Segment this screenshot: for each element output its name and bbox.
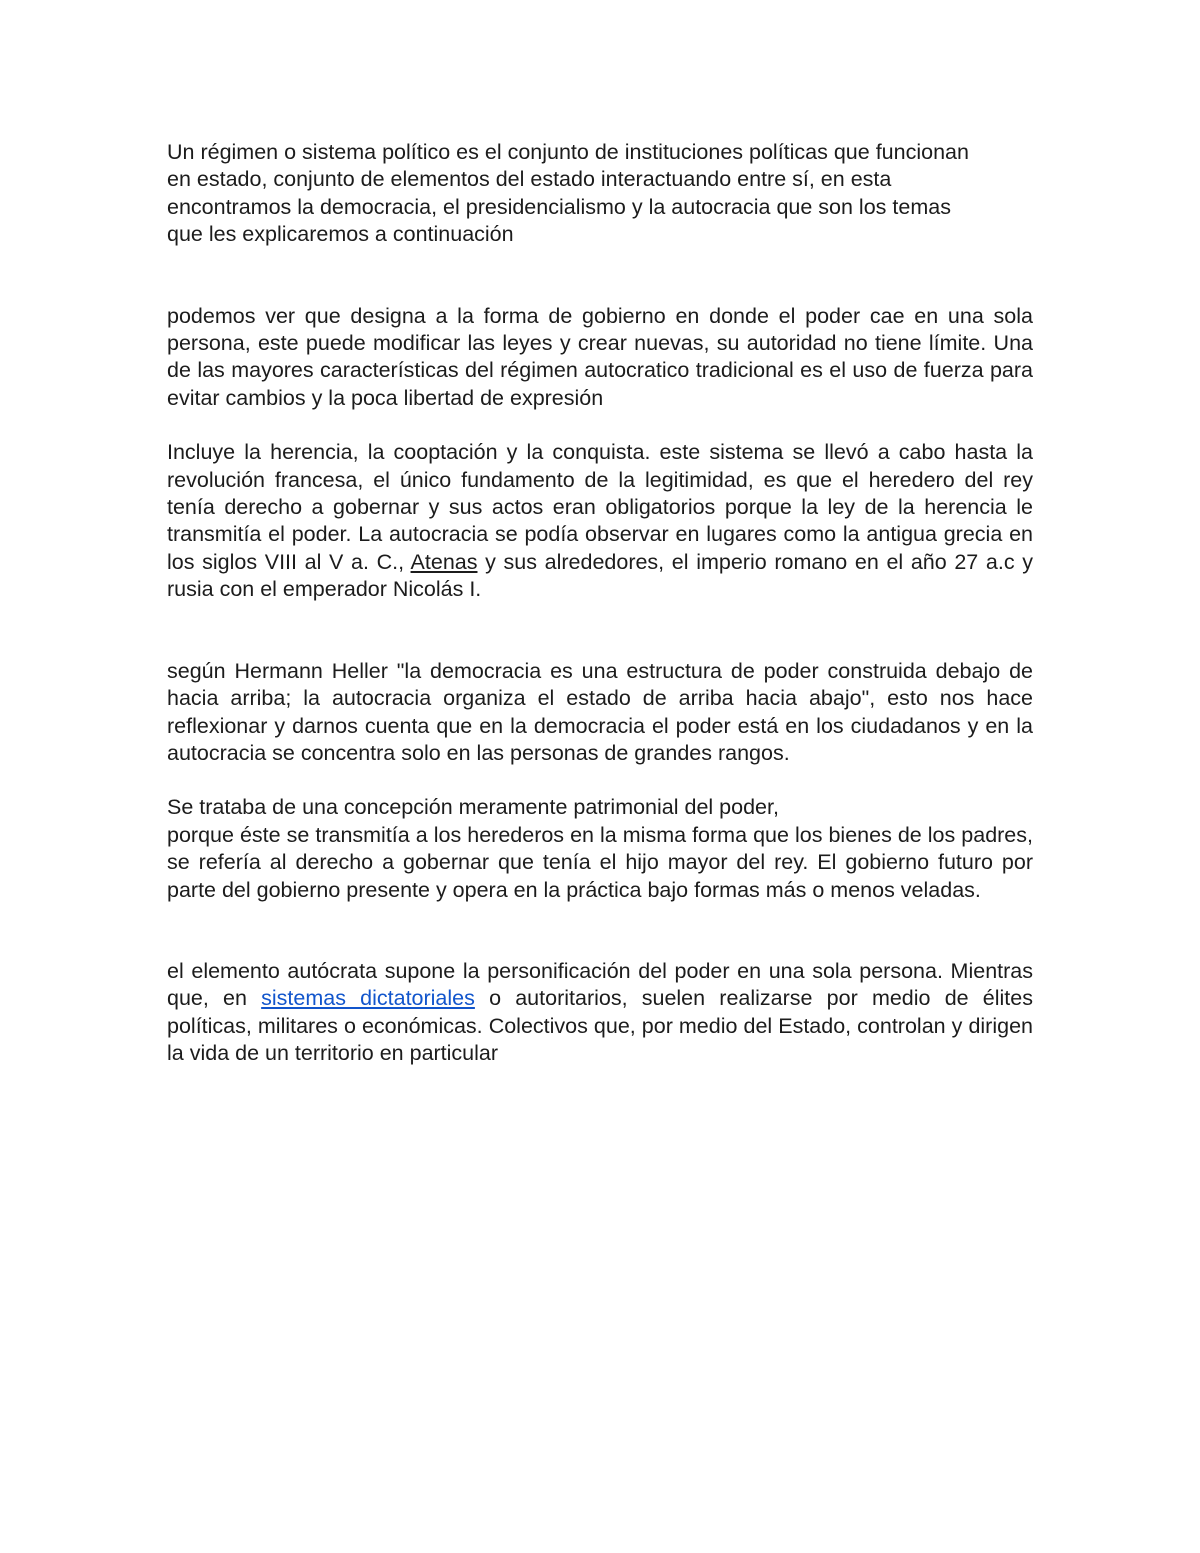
paragraph-intro-continued: [167, 166, 1033, 248]
paragraph-patrimonial-first: [167, 794, 1033, 821]
paragraph-spacer: [167, 604, 1033, 658]
paragraph-patrimonial: porque éste se transmitía a los herederos en la misma forma que los bienes de los padres, se refería al derecho a gobernar que tenía el hijo mayor del rey. El gobierno futuro por parte del gobierno presente y opera en la práctica bajo formas más o menos veladas.: [167, 822, 1033, 902]
paragraph-heller-quote: según Hermann Heller "la democracia es una estructura de poder construida debajo de hacia arriba; la autocracia organiza el estado de arriba hacia abajo", esto nos hace reflexionar y darnos cuenta que en la democracia el poder está en los ciudadanos y en la autocracia se concentra solo en las personas de grandes rangos.: [167, 658, 1033, 765]
atenas-link[interactable]: Atenas: [410, 549, 478, 574]
paragraph-spacer: [167, 904, 1033, 958]
intro-line: en estado, conjunto de elementos del estado interactuando entre sí, en esta: [167, 167, 892, 192]
document-body: [167, 139, 1033, 1068]
intro-line: encontramos la democracia, el presidencialismo y la autocracia que son los temas: [167, 194, 951, 219]
paragraph-spacer: [167, 249, 1033, 303]
inheritance-text: Incluye la herencia, la cooptación y la conquista. este sistema se llevó a cabo hasta la revolución francesa, el único fundamento de la legitimidad, es que el heredero del rey tenía derecho a gobernar y sus actos eran obligatorios porque la ley de la herencia le transmitía el poder. La autocracia se podía observar en lugares como la antigua grecia en los siglos VIII al V a. C.,: [167, 440, 1033, 574]
paragraph-intro-first: Un régimen o sistema político es el conjunto de instituciones políticas que funcionan: [167, 140, 969, 164]
paragraph-autocracy-definition: podemos ver que designa a la forma de gobierno en donde el poder cae en una sola persona, este puede modificar las leyes y crear nuevas, su autoridad no tiene límite. Una de las mayores características del régimen autocratico tradicional es el uso de fuerza para evitar cambios y la poca libertad de expresión: [167, 303, 1033, 410]
patrimonial-line: Se trataba de una concepción meramente patrimonial del poder,: [167, 795, 779, 820]
paragraph-spacer: [167, 767, 1033, 794]
sistemas-dictatoriales-link[interactable]: sistemas dictatoriales: [261, 986, 475, 1011]
paragraph-inheritance: [167, 439, 1033, 603]
paragraph-spacer: [167, 412, 1033, 439]
autocrat-text-end: o autoritarios, suelen realizarse por medio de élites políticas, militares o económicas. Colectivos que, por medio del Estado, controlan y dirigen la vida de un territorio en particular: [167, 986, 1033, 1066]
paragraph-autocrat-element: [167, 958, 1033, 1068]
autocrat-text: el elemento autócrata supone la personificación del poder en una sola persona. Mientras que, en: [167, 958, 1033, 1011]
inheritance-text-end: y sus alrededores, el imperio romano en el año 27 a.c y rusia con el emperador Nicolás I.: [167, 549, 1033, 602]
intro-line: que les explicaremos a continuación: [167, 222, 514, 247]
